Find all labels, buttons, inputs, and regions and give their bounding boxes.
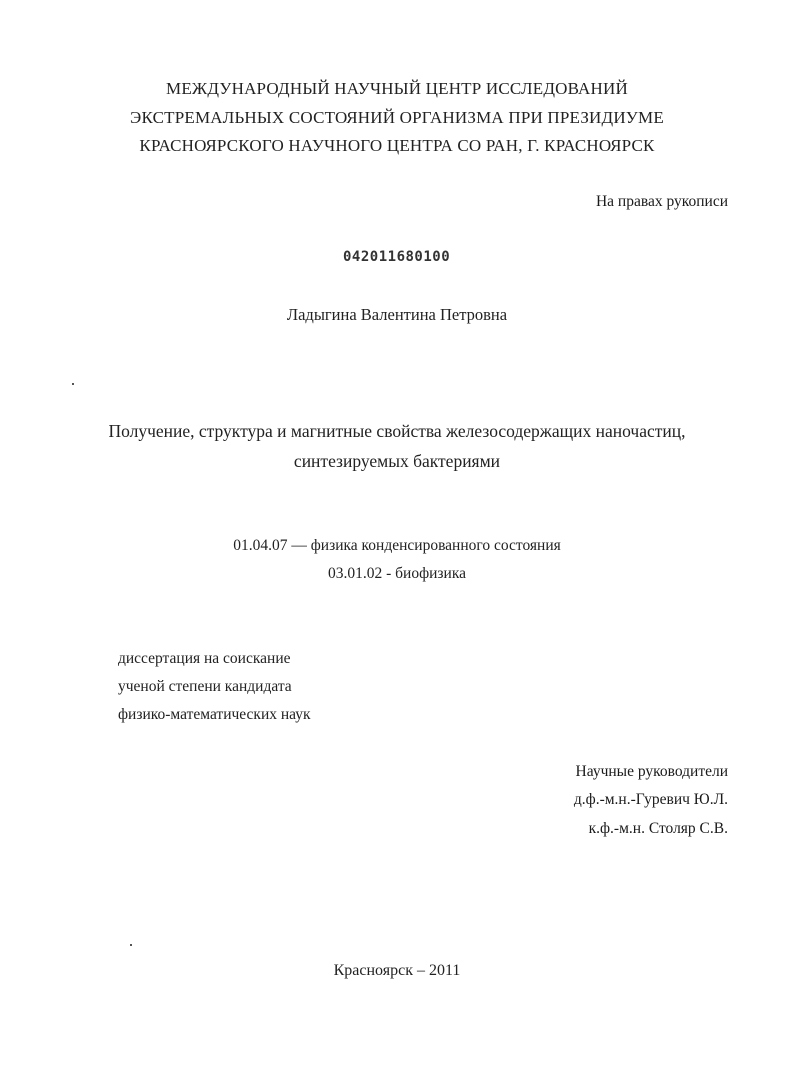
specialty-code-1: 01.04.07 — физика конденсированного состояния — [233, 537, 561, 554]
dissertation-title-line-2: синтезируемых бактериями — [293, 451, 501, 471]
degree-line-3: физико-математических наук — [118, 706, 311, 723]
institution-line-1: МЕЖДУНАРОДНЫЙ НАУЧНЫЙ ЦЕНТР ИССЛЕДОВАНИЙ — [166, 79, 628, 98]
author-name: Ладыгина Валентина Петровна — [286, 305, 508, 324]
dissertation-title-line-1: Получение, структура и магнитные свойства железосодержащих наночастиц, — [108, 421, 686, 441]
institution-line-3: КРАСНОЯРСКОГО НАУЧНОГО ЦЕНТРА СО РАН, Г. КРАСНОЯРСК — [139, 136, 655, 155]
degree-line-1: диссертация на соискание — [118, 650, 291, 667]
degree-line-2: ученой степени кандидата — [118, 678, 292, 695]
specialty-code-2: 03.01.02 - биофизика — [327, 565, 467, 582]
scan-speck — [72, 383, 74, 385]
manuscript-note: На правах рукописи — [595, 193, 728, 210]
document-code: 042011680100 — [343, 249, 451, 265]
supervisor-2: к.ф.-м.н. Столяр С.В. — [588, 820, 728, 837]
institution-line-2: ЭКСТРЕМАЛЬНЫХ СОСТОЯНИЙ ОРГАНИЗМА ПРИ ПРЕЗИДИУМЕ — [130, 108, 664, 127]
scan-speck — [130, 944, 132, 946]
city-year-footer: Красноярск – 2011 — [333, 962, 461, 979]
supervisors-heading: Научные руководители — [575, 763, 728, 780]
supervisor-1: д.ф.-м.н.-Гуревич Ю.Л. — [573, 791, 728, 808]
